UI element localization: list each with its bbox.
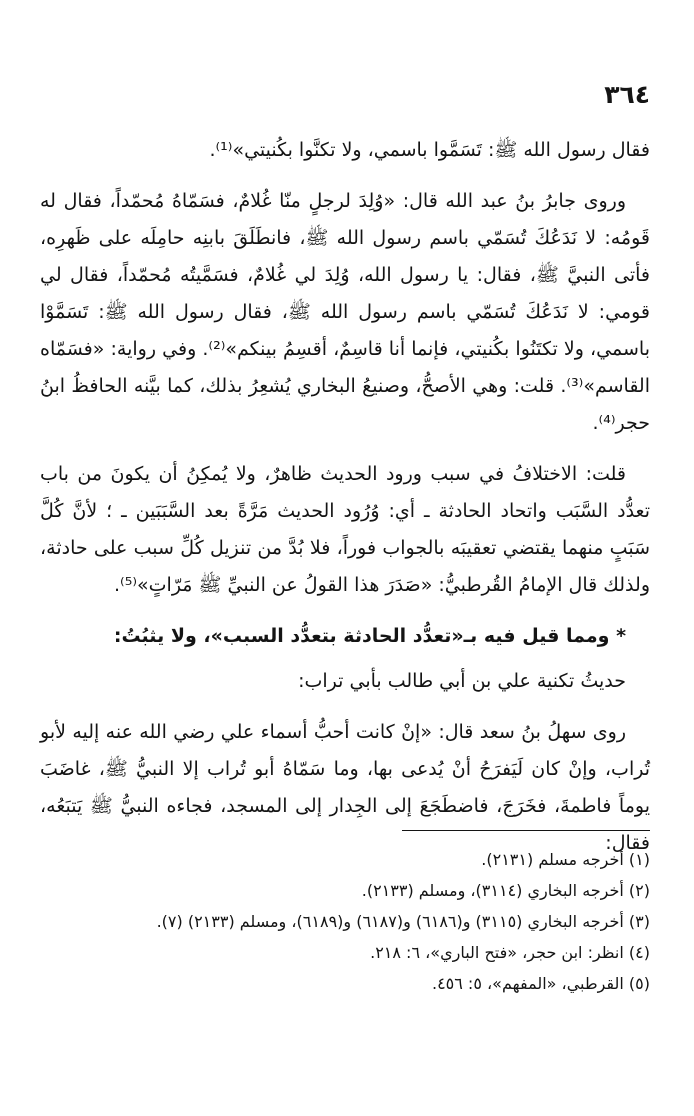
footnote-1: (١) أخرجه مسلم (٢١٣١). <box>481 850 650 869</box>
footnote-4: (٤) انظر: ابن حجر، «فتح الباري»، ٦: ٢١٨. <box>370 943 650 962</box>
footnotes <box>40 844 650 999</box>
paragraph-1: فقال رسول الله ﷺ: تَسَمَّوا باسمي، ولا تكنَّوا بكُنيتي»⁽¹⁾. <box>209 139 650 161</box>
body-text <box>40 132 650 862</box>
section-heading: * ومما قيل فيه بـ«تعدُّد الحادثة بتعدُّد السبب»، ولا يثبُتُ: <box>113 625 626 647</box>
paragraph-4: حديثُ تكنية علي بن أبي طالب بأبي تراب: <box>298 670 626 692</box>
footnote-5: (٥) القرطبي، «المفهم»، ٥: ٤٥٦. <box>431 974 650 993</box>
footnote-3: (٣) أخرجه البخاري (٣١١٥) و(٦١٨٦) و(٦١٨٧) و(٦١٨٩)، ومسلم (٢١٣٣) (٧). <box>156 912 650 931</box>
paragraph-2: وروى جابرُ بنُ عبد الله قال: «وُلِدَ لرجلٍ منّا غُلامٌ، فسَمّاهُ مُحمّداً، فقال له قَومُه: لا نَدَعُكَ تُسَمّي باسم رسول الله ﷺ، فانطَلَقَ بابنِه حامِلَه على ظَهرِه، فأتى النبيَّ ﷺ، فقال: يا رسول الله، وُلِدَ لي غُلامٌ، فسَمَّيتُه مُحمّداً، فقال لي قومي: لا نَدَعُكَ تُسَمّي باسم رسول الله ﷺ، فقال رسول الله ﷺ: تَسَمَّوْا باسمي، ولا تكتَنُوا بكُنيتي، فإنما أنا قاسِمٌ، أقسِمُ بينكم»⁽²⁾. وفي رواية: «فسَمّاه القاسم»⁽³⁾. قلت: وهي الأصحُّ، وصنيعُ البخاري يُشعِرُ بذلك، كما بيَّنه الحافظُ ابنُ حجر⁽⁴⁾. <box>40 190 650 434</box>
page-number: ٣٦٤ <box>604 80 650 109</box>
footnote-2: (٢) أخرجه البخاري (٣١١٤)، ومسلم (٢١٣٣). <box>361 881 650 900</box>
paragraph-5: روى سهلُ بنُ سعد قال: «إنْ كانت أحبُّ أسماء علي رضي الله عنه إليه لأبو تُراب، وإنْ كان لَيَفرَحُ أنْ يُدعى بها، وما سَمّاهُ أبو تُراب إلا النبيُّ ﷺ، غاضَبَ يوماً فاطمةَ، فخَرَجَ، فاضطَجَعَ إلى الجِدار إلى المسجد، فجاءه النبيُّ ﷺ يَتبَعُه، فقال: <box>40 721 650 854</box>
footnote-divider <box>402 830 650 831</box>
paragraph-3: قلت: الاختلافُ في سبب ورود الحديث ظاهرٌ، ولا يُمكِنُ أن يكونَ من باب تعدُّد السَّبَب واتحاد الحادثة ـ أي: وُرُود الحديث مَرَّةً بعد السَّبَبَين ـ ؛ لأنَّ كُلَّ سَبَبٍ منهما يقتضي تعقيبَه بالجواب فوراً، فلا بُدَّ من تنزيل كُلِّ سبب على حادثة، ولذلك قال الإمامُ القُرطبيُّ: «صَدَرَ هذا القولُ عن النبيِّ ﷺ مَرّاتٍ»⁽⁵⁾. <box>40 463 650 596</box>
